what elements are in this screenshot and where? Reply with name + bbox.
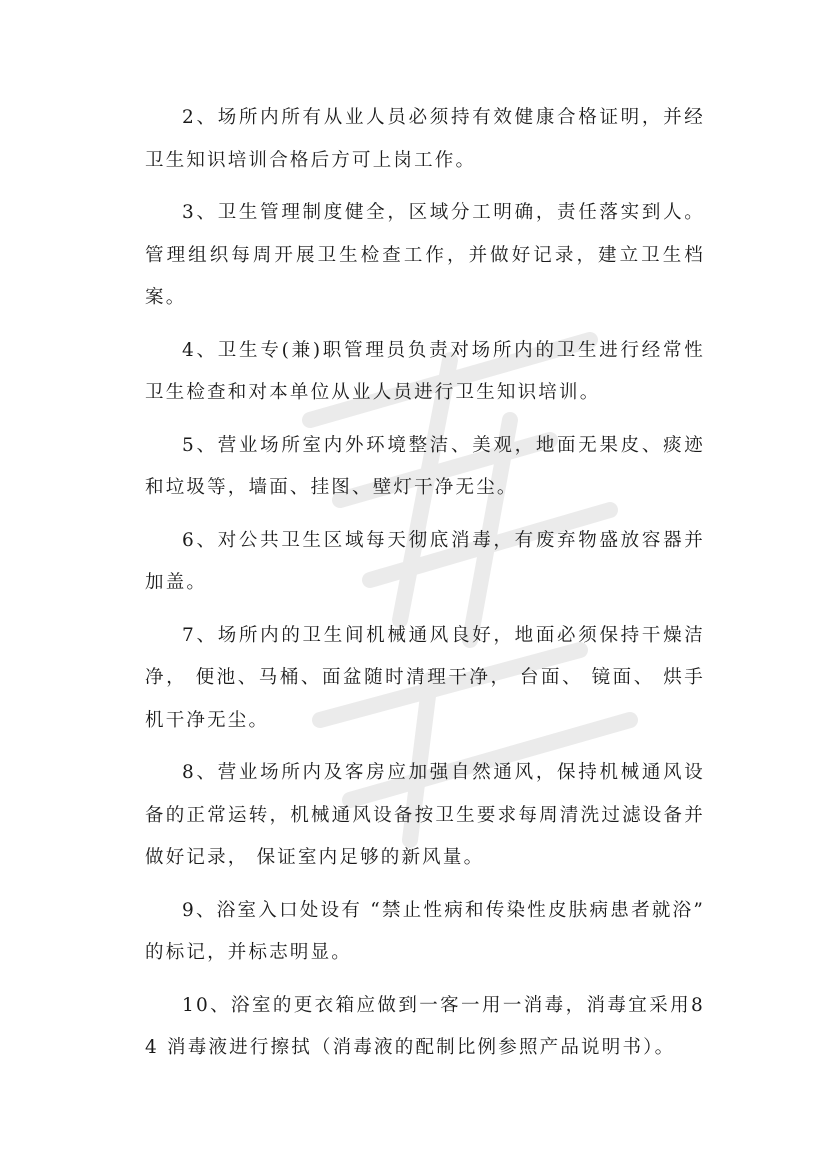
paragraph-7: 7、场所内的卫生间机械通风良好，地面必须保持干燥洁净， 便池、马桶、面盆随时清理干净， 台面、 镜面、 烘手机干净无尘。 bbox=[145, 624, 705, 731]
paragraph-6: 6、对公共卫生区域每天彻底消毒，有废弃物盛放容器并加盖。 bbox=[145, 529, 705, 593]
paragraph-10: 10、浴室的更衣箱应做到一客一用一消毒，消毒宜采用84 消毒液进行擦拭（消毒液的配制比例参照产品说明书）。 bbox=[145, 994, 705, 1058]
paragraph-3: 3、卫生管理制度健全，区域分工明确，责任落实到人。管理组织每周开展卫生检查工作，并做好记录，建立卫生档案。 bbox=[145, 202, 705, 308]
document-body bbox=[145, 97, 705, 1080]
paragraph-4: 4、卫生专(兼)职管理员负责对场所内的卫生进行经常性卫生检查和对本单位从业人员进行卫生知识培训。 bbox=[145, 339, 705, 403]
paragraph-2: 2、场所内所有从业人员必须持有效健康合格证明，并经卫生知识培训合格后方可上岗工作。 bbox=[145, 107, 705, 171]
paragraph-8: 8、营业场所内及客房应加强自然通风，保持机械通风设备的正常运转，机械通风设备按卫生要求每周清洗过滤设备并做好记录， 保证室内足够的新风量。 bbox=[145, 762, 705, 868]
paragraph-9: 9、浴室入口处设有 “禁止性病和传染性皮肤病患者就浴” 的标记，并标志明显。 bbox=[145, 899, 705, 963]
paragraph-5: 5、营业场所室内外环境整洁、美观，地面无果皮、痰迹和垃圾等，墙面、挂图、壁灯干净无尘。 bbox=[145, 434, 705, 498]
